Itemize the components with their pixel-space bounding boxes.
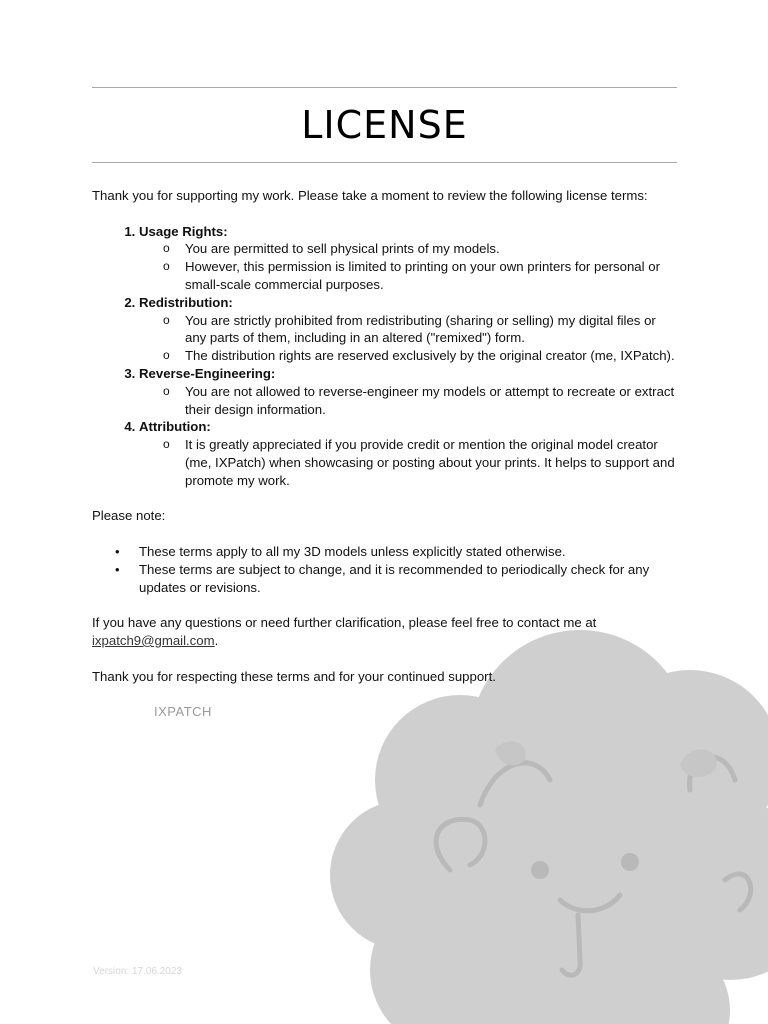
term-sublist <box>139 436 677 489</box>
version-label: Version: 17.06.2023 <box>93 966 182 977</box>
term-heading: Attribution: <box>139 419 211 435</box>
notes-list <box>92 543 677 596</box>
contact-paragraph <box>92 614 677 650</box>
term-detail: o The distribution rights are reserved exclusively by the original creator (me, IXPatch). <box>185 347 677 365</box>
intro-paragraph: Thank you for supporting my work. Please take a moment to review the following license terms: <box>92 188 648 203</box>
page-title: LICENSE <box>301 103 468 147</box>
license-page <box>92 87 677 721</box>
contact-end: . <box>214 632 219 648</box>
term-heading: Redistribution: <box>139 294 233 310</box>
term-item <box>139 223 677 294</box>
term-sublist <box>139 240 677 293</box>
note-item: • These terms are subject to change, and it is recommended to periodically check for any updates or revisions. <box>139 561 677 597</box>
term-detail: o It is greatly appreciated if you provide credit or mention the original model creator (me, IXPatch) when showcasing or posting about your prints. It helps to support and promote my work. <box>185 436 677 489</box>
note-item: • These terms apply to all my 3D models unless explicitly stated otherwise. <box>139 543 677 561</box>
term-detail: o You are permitted to sell physical prints of my models. <box>185 240 677 258</box>
note-label: Please note: <box>92 508 166 524</box>
contact-email-link[interactable]: ixpatch9@gmail.com <box>92 632 215 648</box>
contact-text: If you have any questions or need further clarification, please feel free to contact me at <box>92 615 597 631</box>
term-item <box>139 418 677 489</box>
term-sublist <box>139 312 677 365</box>
term-heading: Reverse-Engineering: <box>139 365 276 381</box>
term-sublist <box>139 383 677 419</box>
term-detail: o You are strictly prohibited from redistributing (sharing or selling) my digital files or any parts of them, including in an altered ("remixed") form. <box>185 312 677 348</box>
term-detail: o You are not allowed to reverse-engineer my models or attempt to recreate or extract their design information. <box>185 383 677 419</box>
term-item <box>139 365 677 418</box>
license-content <box>92 187 677 721</box>
terms-list <box>92 223 677 490</box>
term-detail: o However, this permission is limited to printing on your own printers for personal or small-scale commercial purposes. <box>185 258 677 294</box>
closing-paragraph: Thank you for respecting these terms and for your continued support. <box>92 668 496 684</box>
title-rule <box>92 162 677 163</box>
brand-signature: IXPATCH <box>154 704 212 720</box>
term-item <box>139 294 677 365</box>
term-heading: Usage Rights: <box>139 223 228 239</box>
